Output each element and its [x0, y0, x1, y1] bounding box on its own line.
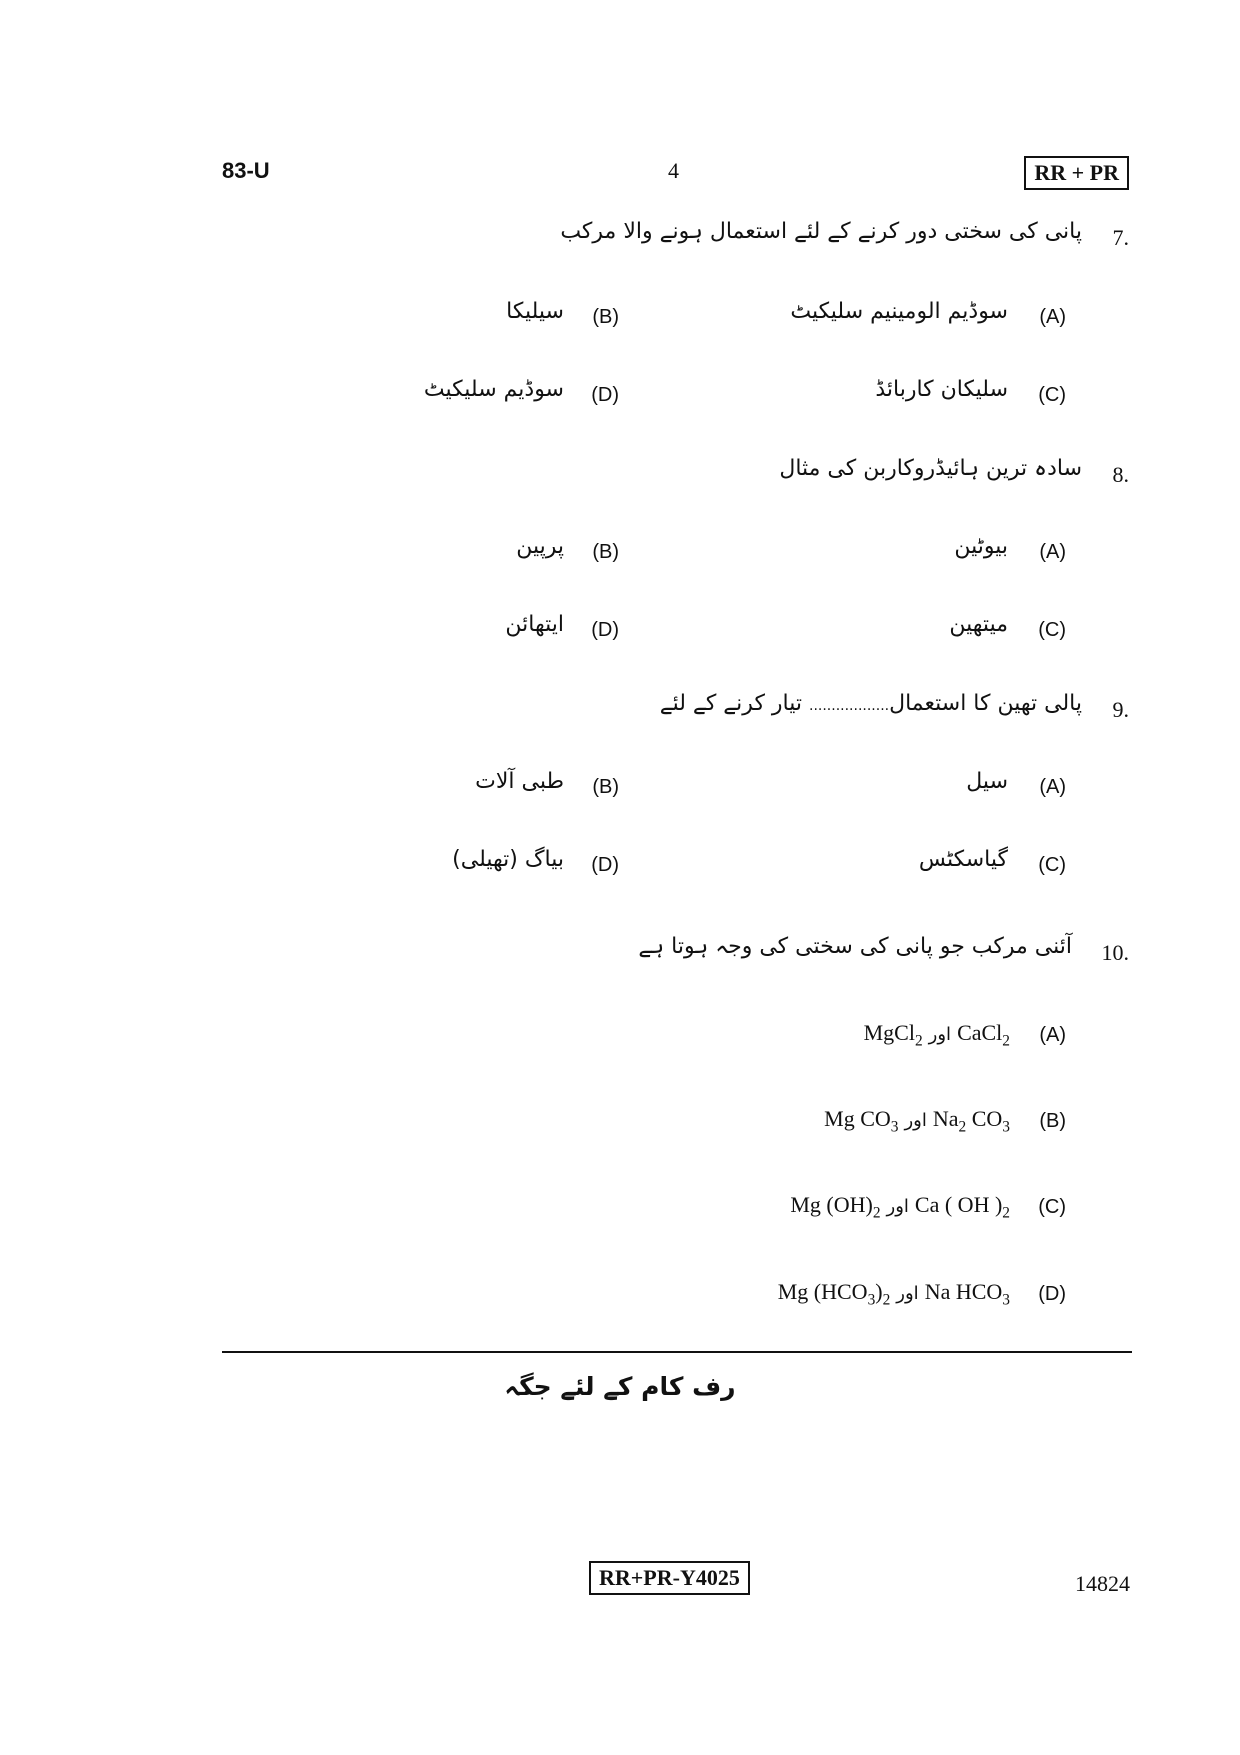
q7-option-d-label: (D)	[591, 384, 619, 406]
q10-option-d-formula	[778, 1279, 1010, 1309]
q10-option-b-formula	[824, 1106, 1010, 1136]
q10-c-part1: Mg $(OH)_2$	[790, 1192, 881, 1222]
rough-work-heading: رف کام کے لئے جگہ	[504, 1372, 736, 1401]
q8-option-c-text: میتھین	[949, 612, 1008, 637]
question-9-text	[660, 691, 1082, 716]
q10-d-connector: اور	[896, 1283, 919, 1304]
q10-option-a-label: (A)	[1039, 1024, 1066, 1046]
q8-option-a-label: (A)	[1039, 541, 1066, 563]
question-10-number: 10.	[1101, 940, 1129, 965]
footer-number: 14824	[1075, 1571, 1130, 1596]
q10-option-c-formula	[790, 1192, 1010, 1222]
divider-line	[222, 1351, 1132, 1353]
question-7-text: پانی کی سختی دور کرنے کے لئے استعمال ہونے والا مرکب	[560, 219, 1082, 244]
q7-option-b-text: سیلیکا	[506, 299, 564, 324]
question-9-blank: ..................	[809, 698, 890, 714]
q10-a-part2: CaCl$_2$	[957, 1020, 1010, 1050]
q10-option-a-formula	[864, 1020, 1010, 1050]
q7-option-d-text: سوڈیم سلیکیٹ	[423, 377, 564, 402]
q9-option-c-label: (C)	[1038, 854, 1066, 876]
q10-c-connector: اور	[886, 1196, 909, 1217]
q10-c-part2: Ca ( OH )$_2$	[914, 1192, 1010, 1222]
q10-option-c-label: (C)	[1038, 1196, 1066, 1218]
q10-b-connector: اور	[904, 1110, 927, 1131]
q8-option-c-label: (C)	[1038, 619, 1066, 641]
q8-option-a-text: بیوٹین	[954, 534, 1008, 559]
question-8-text: سادہ ترین ہائیڈروکاربن کی مثال	[779, 456, 1082, 481]
q8-option-d-label: (D)	[591, 619, 619, 641]
q7-option-a-text: سوڈیم الومینیم سلیکیٹ	[790, 299, 1008, 324]
question-8-number: 8.	[1112, 462, 1129, 487]
question-10-text: آئنی مرکب جو پانی کی سختی کی وجہ ہوتا ہے	[638, 934, 1072, 959]
q10-option-d-label: (D)	[1038, 1283, 1066, 1305]
q10-a-part1: MgCl$_2$	[863, 1020, 923, 1050]
q8-option-b-text: پرپین	[516, 534, 564, 559]
q9-option-a-label: (A)	[1039, 776, 1066, 798]
question-9-text-after: تیار کرنے کے لئے	[659, 691, 802, 716]
footer-code-badge: RR+PR-Y4025	[589, 1561, 750, 1595]
series-badge: RR + PR	[1024, 156, 1129, 190]
q10-option-b-label: (B)	[1039, 1110, 1066, 1132]
question-7-number: 7.	[1112, 225, 1129, 250]
paper-code: 83-U	[222, 158, 270, 183]
page-number: 4	[668, 158, 679, 183]
q9-option-b-text: طبی آلات	[475, 769, 564, 794]
q9-option-d-label: (D)	[591, 854, 619, 876]
q9-option-b-label: (B)	[592, 776, 619, 798]
q7-option-a-label: (A)	[1039, 306, 1066, 328]
q8-option-b-label: (B)	[592, 541, 619, 563]
q10-d-part1: Mg $(HCO_3)_2$	[777, 1279, 891, 1309]
question-9-number: 9.	[1112, 697, 1129, 722]
q9-option-d-text: بیاگ (تھیلی)	[452, 847, 564, 872]
q9-option-c-text: گیاسکٹس	[918, 847, 1008, 872]
q10-b-part1: Mg $CO_3$	[824, 1106, 899, 1136]
q7-option-c-label: (C)	[1038, 384, 1066, 406]
q7-option-b-label: (B)	[592, 306, 619, 328]
q10-d-part2: Na $HCO_3$	[924, 1279, 1010, 1309]
q10-a-connector: اور	[928, 1024, 952, 1045]
q7-option-c-text: سلیکان کاربائڈ	[875, 377, 1008, 402]
question-9-text-before: پالی تھین کا استعمال	[889, 691, 1082, 716]
q9-option-a-text: سیل	[966, 769, 1008, 794]
q10-b-part2: $Na_2$ $CO_3$	[932, 1106, 1010, 1136]
q8-option-d-text: ایتھائن	[505, 612, 564, 637]
